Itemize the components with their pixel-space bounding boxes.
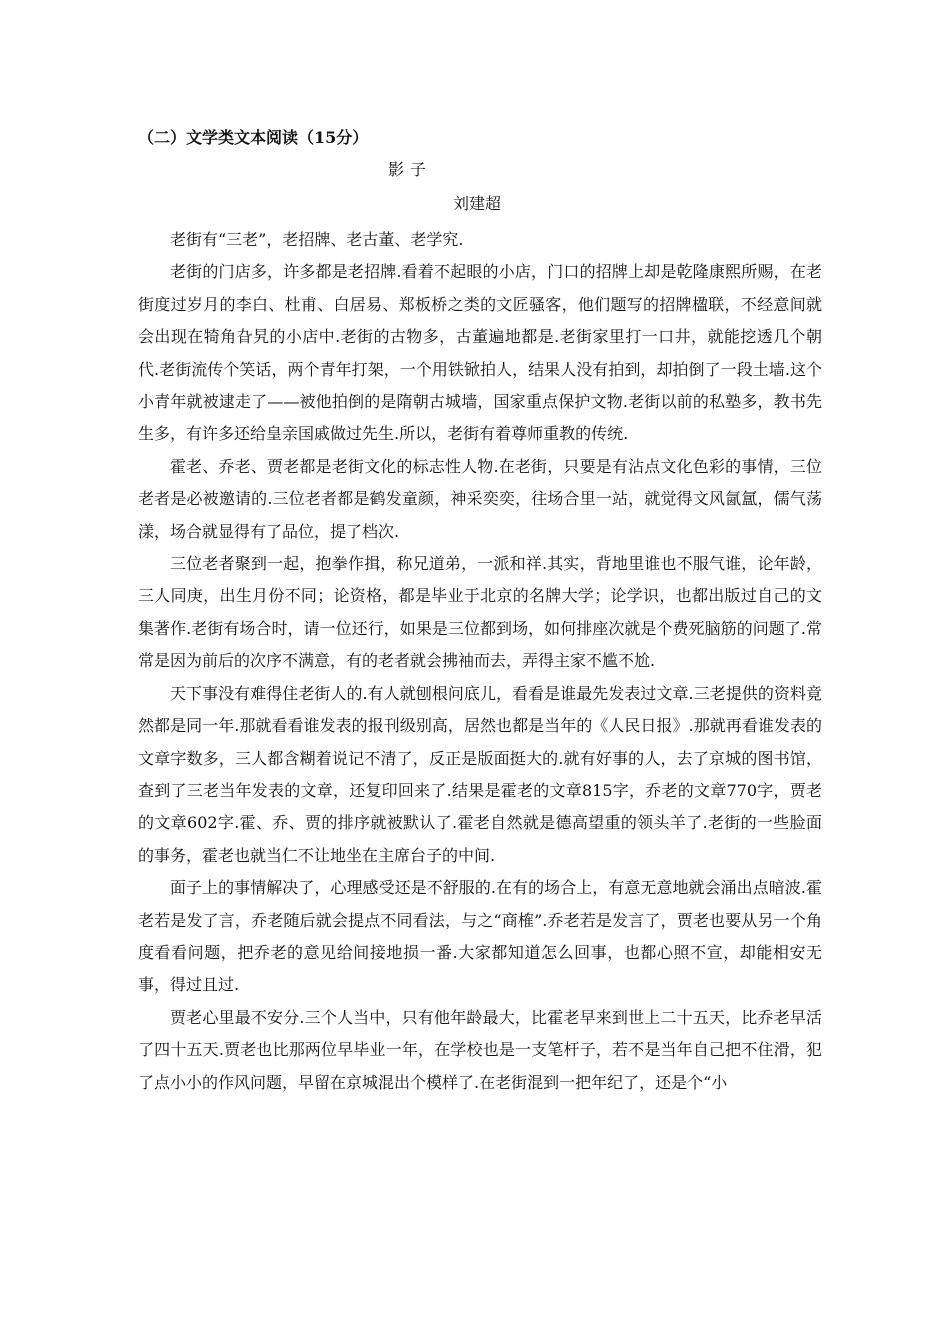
paragraph: 老街的门店多，许多都是老招牌.看着不起眼的小店，门口的招牌上却是乾隆康熙所赐，在老街度过岁月的李白、杜甫、白居易、郑板桥之类的文匠骚客，他们题写的招牌楹联，不经意间就会出现在犄角旮旯的小店中.老街的古物多，古董遍地都是.老街家里打一口井，就能挖透几个朝代.老街流传个笑话，两个青年打架，一个用铁锨拍人，结果人没有拍到，却拍倒了一段土墙.这个小青年就被逮走了——被他拍倒的是隋朝古城墙，国家重点保护文物.老街以前的私塾多，教书先生多，有许多还给皇亲国戚做过先生.所以，老街有着尊师重教的传统. [138, 262, 822, 444]
section-heading: （二）文学类文本阅读（15分） [138, 128, 369, 147]
paragraph: 三位老者聚到一起，抱拳作揖，称兄道弟，一派和祥.其实，背地里谁也不服气谁，论年龄，三人同庚，出生月份不同；论资格，都是毕业于北京的名牌大学；论学识，也都出版过自己的文集著作.老街有场合时，请一位还行，如果是三位都到场，如何排座次就是个费死脑筋的问题了.常常是因为前后的次序不满意，有的老者就会拂袖而去，弄得主家不尴不尬. [138, 554, 822, 671]
paragraph: 贾老心里最不安分.三个人当中，只有他年龄最大，比霍老早来到世上二十五天，比乔老早活了四十五天.贾老也比那两位早毕业一年，在学校也是一支笔杆子，若不是当年自己把不住滑，犯了点小小的作风问题，早留在京城混出个模样了.在老街混到一把年纪了，还是个“小 [138, 1007, 822, 1092]
story-body [138, 224, 822, 1099]
author-name: 刘建超 [453, 194, 502, 213]
paragraph: 面子上的事情解决了，心理感受还是不舒服的.在有的场合上，有意无意地就会涌出点暗波.霍老若是发了言，乔老随后就会提点不同看法，与之“商榷”.乔老若是发言了，贾老也要从另一个角度看看问题，把乔老的意见给间接地损一番.大家都知道怎么回事，也都心照不宣，却能相安无事，得过且过. [138, 878, 822, 995]
paragraph: 天下事没有难得住老街人的.有人就刨根问底儿，看看是谁最先发表过文章.三老提供的资料竟然都是同一年.那就看看谁发表的报刊级别高，居然也都是当年的《人民日报》.那就再看谁发表的文章字数多，三人都含糊着说记不清了，反正是版面挺大的.就有好事的人，去了京城的图书馆，查到了三老当年发表的文章，还复印回来了.结果是霍老的文章815字，乔老的文章770字，贾老的文章602字.霍、乔、贾的排序就被默认了.霍老自然就是德高望重的领头羊了.老街的一些脸面的事务，霍老也就当仁不让地坐在主席台子的中间. [138, 683, 822, 865]
paragraph: 霍老、乔老、贾老都是老街文化的标志性人物.在老街，只要是有沾点文化色彩的事情，三位老者是必被邀请的.三位老者都是鹤发童颜，神采奕奕，往场合里一站，就觉得文风氤氲，儒气荡漾，场合就显得有了品位，提了档次. [138, 456, 822, 541]
story-title: 影子 [387, 160, 432, 179]
paragraph: 老街有“三老”，老招牌、老古董、老学究. [170, 230, 464, 249]
